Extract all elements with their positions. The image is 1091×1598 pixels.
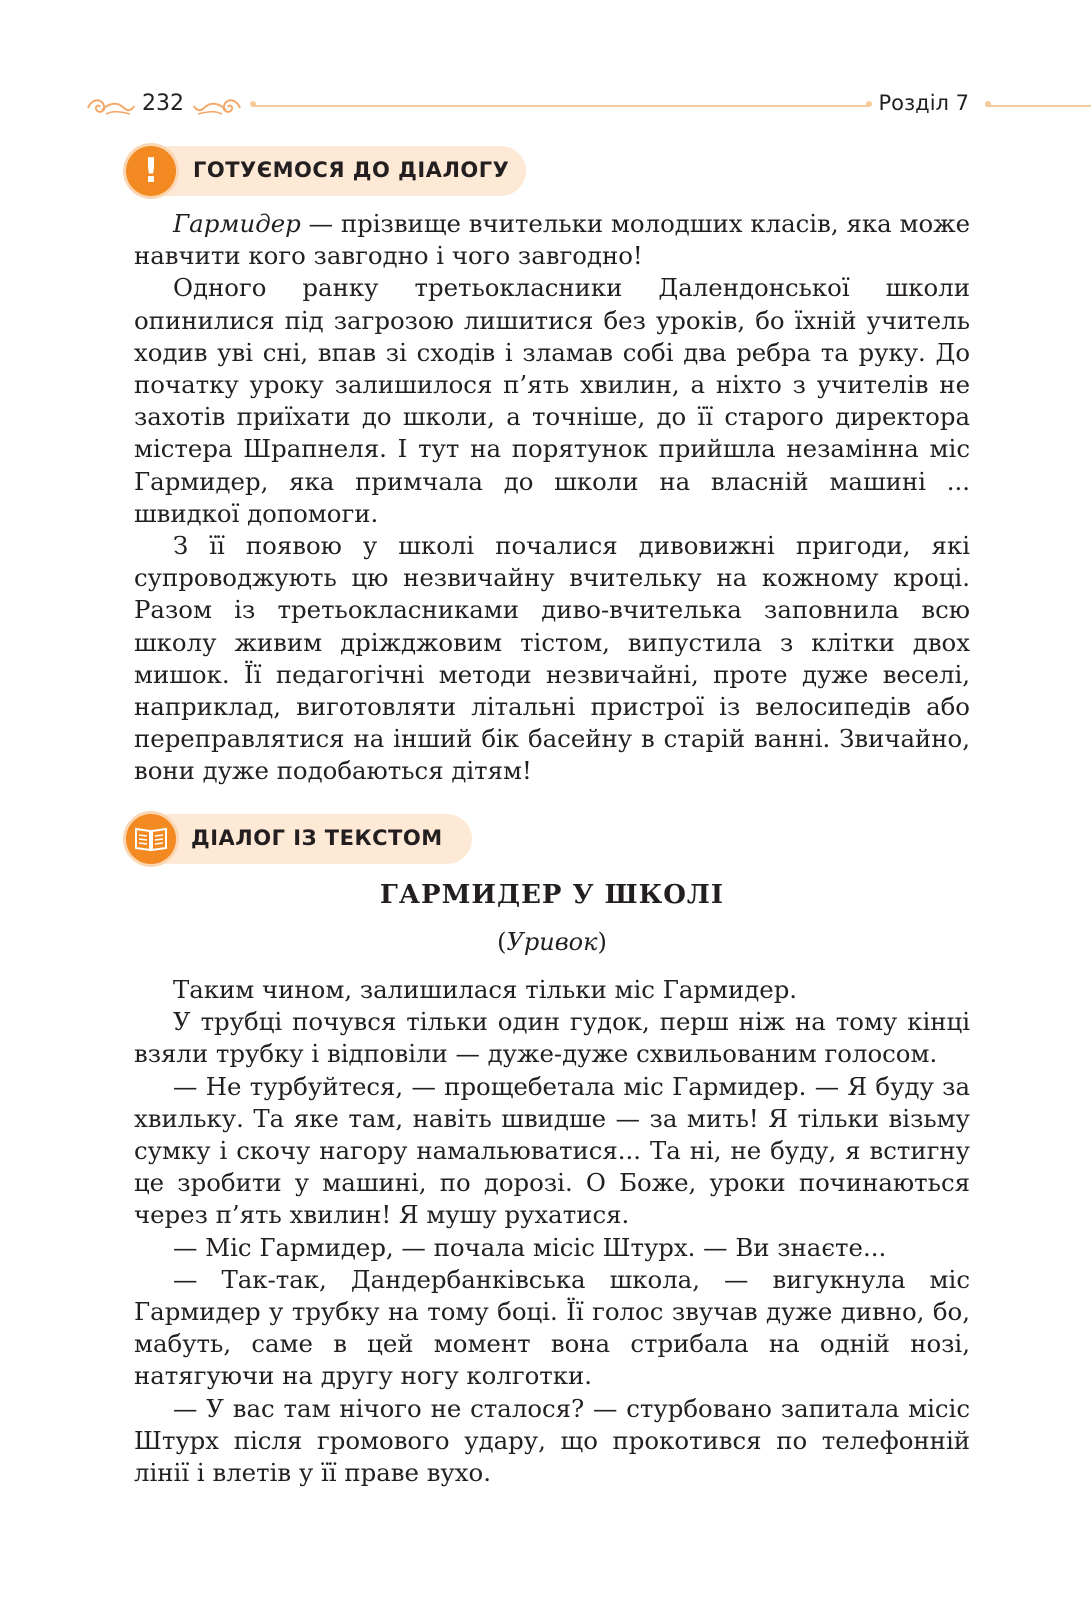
left-ornament-icon: [84, 94, 136, 118]
story-title: ГАРМИДЕР У ШКОЛІ: [379, 880, 725, 910]
section-label: Розділ 7: [878, 91, 969, 115]
story-paragraph: — Не турбуйтеся, — прощебетала міс Гармидер. — Я буду за хвильку. Та яке там, навіть швидше — за мить! Я тільки візьму сумку і скочу нагору намальюватися... Та ні, не буду, я встигну це зробити у машині, по дорозі. О Боже, уроки починаються через п’ять хвилин! Я мушу рухатися.: [134, 1071, 970, 1230]
rule-dot: [250, 101, 256, 107]
story-text: [134, 974, 970, 1489]
intro-paragraph: З її появою у школі почалися дивовижні пригоди, які супроводжують цю незвичайну вчительку на кожному кроці. Разом із третьокласниками диво-вчителька заповнила всю школу живим дріжджовим тістом, випустила з клітки двох мишок. Її педагогічні методи незвичайні, проте дуже веселі, наприклад, виготовляти літальні пристрої із велосипедів або переправлятися на інший бік басейну в старій ванні. Звичайно, вони дуже подобаються дітям!: [134, 531, 970, 786]
dialog-with-text-title: ДІАЛОГ ІЗ ТЕКСТОМ: [191, 826, 443, 850]
intro-paragraph: Одного ранку третьокласники Далендонської школи опинилися під загрозою лишитися без уроків, бо їхній учитель ходив уві сні, впав зі сходів і зламав собі два ребра та руку. До початку уроку залишилося п’ять хвилин, а ніхто з учителів не захотів приїхати до школи, а точніше, до її старого директора містера Шрапнеля. І тут на порятунок прийшла незамінна міс Гармидер, яка примчала до школи на власній машині ... швидкої допомоги.: [134, 273, 970, 528]
story-paragraph: — Так-так, Дандербанківська школа, — вигукнула міс Гармидер у трубку на тому боці. Її голос звучав дуже дивно, бо, мабуть, саме в цей момент вона стрибала на одній нозі, натягуючи на другу ногу колготки.: [134, 1264, 970, 1391]
story-subtitle: (Уривок): [497, 928, 607, 956]
intro-text: [134, 208, 970, 788]
header-rule: [986, 105, 1091, 107]
right-ornament-icon: [192, 94, 244, 118]
story-paragraph: Таким чином, залишилася тільки міс Гармидер.: [173, 975, 798, 1004]
excerpt-label: Уривок: [506, 928, 598, 956]
page-number: 232: [142, 91, 184, 116]
exclamation-icon: !: [143, 151, 159, 191]
page-header: [0, 84, 1091, 128]
story-paragraph: — У вас там нічого не сталося? — стурбовано запитала місіс Штурх після громового удару, що прокотився по телефонній лінії і влетів у її праве вухо.: [134, 1393, 970, 1488]
story-paragraph: У трубці почувся тільки один гудок, перш ніж на тому кінці взяли трубку і відповіли — дуже-дуже схвильованим голосом.: [134, 1007, 970, 1069]
name-emphasis: Гармидер: [173, 209, 301, 238]
book-icon: [126, 814, 176, 864]
story-paragraph: — Міс Гармидер, — почала місіс Штурх. — Ви знаєте...: [173, 1232, 887, 1262]
dialog-with-text-badge: [126, 814, 176, 864]
prepare-dialog-badge: [126, 146, 176, 196]
intro-paragraph: Гармидер — прізвище вчительки молодших класів, яка може навчити кого завгодно і чого завгодно!: [134, 209, 970, 271]
header-rule: [252, 105, 869, 107]
rule-dot: [866, 101, 872, 107]
prepare-dialog-title: ГОТУЄМОСЯ ДО ДІАЛОГУ: [193, 158, 510, 182]
